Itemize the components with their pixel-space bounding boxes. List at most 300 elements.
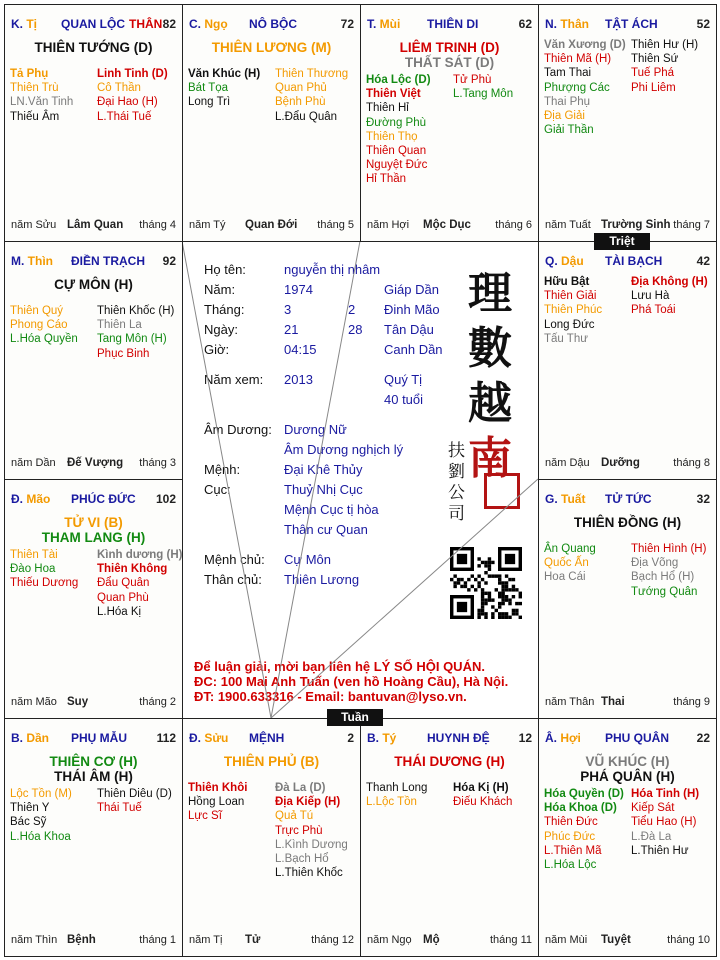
palace-name: ĐIỀN TRẠCH: [71, 254, 145, 268]
than-chu-value: Thiên Lương: [284, 572, 360, 587]
main-star: LIÊM TRINH (D): [399, 40, 500, 55]
palace-year: năm Tuất: [545, 219, 591, 231]
palace-year: năm Thìn: [11, 934, 58, 946]
palace-footer: [11, 457, 176, 471]
star: Giải Thần: [544, 124, 594, 137]
star: Thiên Sứ: [631, 53, 679, 66]
star: L.Hóa Quyền: [10, 333, 78, 346]
palace-number: 22: [696, 731, 710, 745]
position-prefix: N.: [545, 17, 561, 31]
star: LN.Văn Tinh: [10, 96, 74, 109]
star: Văn Khúc (H): [188, 68, 261, 80]
palace-stage: Đế Vượng: [67, 457, 124, 469]
star: Địa Võng: [631, 557, 679, 570]
palace-year: năm Mùi: [545, 934, 588, 946]
stars-right: [97, 787, 172, 815]
star: Phong Cáo: [10, 319, 68, 332]
stars-left: [10, 67, 73, 124]
star: Bạch Hổ (H): [631, 571, 695, 584]
star: Thiên Diêu (D): [97, 788, 172, 800]
star: Kiếp Sát: [631, 802, 675, 815]
star: Hồng Loan: [188, 796, 245, 809]
palace-footer: [11, 219, 176, 233]
palace-branch: Thìn: [27, 254, 53, 268]
palace-header: [367, 731, 532, 747]
palace-position: [189, 731, 228, 745]
palace-header: [11, 731, 176, 747]
star: Quả Tú: [275, 810, 314, 823]
palace-number: 12: [518, 731, 532, 745]
palace-footer: [545, 219, 710, 233]
palace-stage: Suy: [67, 696, 89, 708]
star: Quốc Ấn: [544, 557, 589, 570]
main-star: THÁI DƯƠNG (H): [394, 754, 505, 769]
palace-branch: Hợi: [560, 731, 581, 745]
star: Địa Không (H): [631, 276, 708, 288]
am-duong-note: Âm Dương nghịch lý: [284, 442, 404, 457]
palace-hoi[interactable]: [538, 718, 717, 957]
star: L.Bạch Hổ: [275, 853, 329, 866]
palace-header: [189, 17, 354, 33]
line-0: [182, 241, 271, 718]
palace-month: tháng 11: [489, 934, 532, 946]
star: Thiên Quan: [366, 145, 427, 158]
star: Hỉ Thần: [366, 173, 407, 186]
palace-footer: [545, 696, 710, 710]
palace-year: năm Dậu: [545, 457, 590, 469]
stars-left: [544, 787, 624, 872]
star: Lộc Tồn (M): [10, 788, 72, 800]
info-value: 04:15: [284, 342, 317, 357]
cuc-label: Cục:: [204, 482, 231, 497]
star: Long Trì: [188, 96, 231, 109]
palace-header: [545, 254, 710, 270]
stars-right: [97, 304, 174, 361]
star: Thanh Long: [366, 782, 428, 794]
star: Thai Phụ: [544, 95, 591, 108]
palace-position: [11, 254, 53, 268]
stars-left: [544, 275, 602, 346]
palace-than[interactable]: [538, 4, 717, 242]
star: L.Tang Môn: [453, 88, 514, 101]
stars-left: [10, 548, 78, 591]
palace-month: tháng 5: [317, 219, 354, 231]
palace-year: năm Hợi: [367, 219, 410, 231]
star: Thiếu Âm: [10, 110, 60, 123]
palace-name: TÀI BẠCH: [605, 254, 663, 268]
star: Bác Sỹ: [10, 816, 47, 829]
palace-year: năm Ngọ: [367, 934, 412, 946]
palace-branch: Dần: [26, 731, 50, 745]
palace-position: [11, 492, 50, 506]
info-can-chi: Canh Dần: [384, 342, 443, 357]
star: Tử Phù: [453, 74, 492, 86]
palace-number: 2: [347, 731, 354, 745]
palace-month: tháng 1: [139, 934, 176, 946]
palace-stage: Dưỡng: [601, 457, 640, 469]
star: Thiên Khốc (H): [97, 305, 175, 317]
logo-small-char: 劉: [448, 462, 465, 482]
star: Thiếu Dương: [10, 577, 79, 590]
palace-name: QUAN LỘC: [61, 17, 125, 31]
palace-position: [545, 492, 585, 506]
palace-branch: Thân: [560, 17, 590, 31]
tuoi-value: 40 tuổi: [384, 392, 424, 407]
contact-line: Để luận giải, mời bạn liên hệ LÝ SỐ HỘI QUÁN.: [194, 659, 485, 674]
palace-suu[interactable]: [182, 718, 361, 957]
menh-chu-value: Cự Môn: [284, 552, 331, 567]
star: Thiên Hư (H): [631, 39, 699, 51]
star: Hóa Khoa (D): [544, 802, 617, 815]
main-star: THẤT SÁT (D): [404, 55, 495, 70]
position-prefix: Q.: [545, 254, 562, 268]
palace-year: năm Sửu: [11, 219, 57, 231]
info-can-chi: Giáp Dần: [384, 282, 439, 297]
main-star: THIÊN ĐỒNG (H): [573, 515, 682, 530]
star: Quan Phù: [97, 591, 149, 604]
main-star: PHÁ QUÂN (H): [580, 769, 675, 784]
palace-branch: Ngọ: [204, 17, 228, 31]
star: Thiên Hỉ: [366, 102, 409, 115]
star: Tuế Phá: [631, 67, 675, 80]
palace-position: [367, 17, 400, 31]
main-star: THIÊN TƯỚNG (D): [34, 40, 153, 55]
main-star: TỬ VI (B): [64, 515, 123, 530]
stars-left: [10, 787, 72, 844]
main-star: THIÊN PHỦ (B): [223, 754, 320, 769]
star: Địa Giải: [544, 110, 585, 123]
palace-position: [545, 731, 581, 745]
palace-dau[interactable]: [538, 241, 717, 480]
star: L.Thiên Hư: [631, 844, 689, 857]
palace-position: [11, 731, 49, 745]
palace-number: 72: [340, 17, 354, 31]
star: Đà La (D): [275, 782, 326, 794]
star: Đào Hoa: [10, 563, 56, 576]
star: Phi Liêm: [631, 81, 676, 94]
info-can-chi: Đinh Mão: [384, 302, 440, 317]
than-cu: Thân cư Quan: [284, 522, 368, 537]
star: Nguyệt Đức: [366, 159, 428, 172]
stars-right: [631, 787, 699, 858]
info-can-chi: Tân Dậu: [384, 322, 434, 337]
palace-position: [545, 17, 589, 31]
star: Thiên La: [97, 319, 142, 332]
info-label: Họ tên:: [204, 262, 246, 277]
palace-number: 92: [162, 254, 176, 268]
palace-stage: Quan Đới: [245, 219, 298, 231]
stars-right: [275, 781, 348, 880]
cuc-value: Thuỷ Nhị Cục: [284, 482, 363, 497]
info-value-lunar: 2: [348, 302, 356, 317]
contact-line: ĐC: 100 Mai Anh Tuấn (ven hồ Hoàng Cầu), Hà Nội.: [194, 674, 509, 689]
star: Phá Toái: [631, 304, 676, 317]
logo-char: 越: [468, 378, 512, 429]
star: L.Hóa Khoa: [10, 830, 71, 843]
stars-left: [544, 542, 596, 585]
star: L.Thiên Mã: [544, 844, 602, 857]
palace-position: [189, 17, 228, 31]
position-prefix: Â.: [545, 731, 561, 745]
main-star: THÁI ÂM (H): [54, 769, 133, 784]
star: Bệnh Phù: [275, 96, 326, 109]
palace-stage: Tử: [245, 934, 261, 946]
palace-month: tháng 3: [139, 457, 176, 469]
info-value: nguyễn thị nhâm: [284, 262, 381, 277]
palace-footer: [367, 934, 532, 948]
logo-char: 南: [468, 433, 512, 484]
palace-mui[interactable]: [360, 4, 539, 242]
palace-month: tháng 4: [139, 219, 176, 231]
star: Đẩu Quân: [97, 577, 150, 590]
star: Phục Binh: [97, 347, 150, 360]
star: Đại Hao (H): [97, 96, 158, 109]
triet-marker: Triệt: [594, 233, 650, 250]
palace-month: tháng 6: [495, 219, 532, 231]
palace-name: MỆNH: [249, 731, 285, 745]
stars-left: [188, 781, 247, 824]
star: Tấu Thư: [544, 332, 588, 345]
palace-footer: [11, 696, 176, 710]
palace-branch: Sửu: [204, 731, 229, 745]
palace-tuat[interactable]: [538, 479, 717, 719]
than-chu-label: Thân chủ:: [204, 572, 262, 587]
stars-left: [544, 38, 626, 137]
palace-stage: Thai: [601, 696, 625, 708]
stars-right: [97, 67, 168, 124]
star: Hóa Quyền (D): [544, 788, 624, 800]
star: Trực Phù: [275, 824, 323, 837]
star: Lưu Hà: [631, 290, 670, 303]
palace-number: 42: [696, 254, 710, 268]
stars-right: [275, 67, 348, 124]
palace-stage: Lâm Quan: [67, 219, 124, 231]
palace-thin[interactable]: [4, 241, 183, 480]
info-value-lunar: 28: [348, 322, 363, 337]
palace-month: tháng 10: [667, 934, 710, 946]
line-1: [271, 241, 363, 718]
am-duong-value: Dương Nữ: [284, 422, 347, 437]
star: Thiên Trù: [10, 82, 59, 95]
main-star: CỰ MÔN (H): [54, 277, 133, 292]
star: Bát Tọa: [188, 82, 229, 95]
palace-name: PHÚC ĐỨC: [71, 492, 136, 506]
main-star: VŨ KHÚC (H): [585, 754, 670, 769]
palace-header: [545, 17, 710, 33]
palace-footer: [367, 219, 532, 233]
stars-right: [631, 542, 706, 599]
position-prefix: G.: [545, 492, 562, 506]
logo-small-char: 公: [448, 483, 465, 503]
palace-header: [189, 731, 354, 747]
palace-month: tháng 7: [673, 219, 710, 231]
palace-name: PHU QUÂN: [605, 731, 670, 745]
star: Thiên Phúc: [544, 304, 603, 317]
palace-branch: Mùi: [379, 17, 401, 31]
star: L.Thiên Khốc: [275, 867, 343, 880]
star: Long Đức: [544, 318, 595, 331]
palace-stage: Mộc Dục: [423, 219, 471, 231]
am-duong-label: Âm Dương:: [204, 422, 272, 437]
info-value: 3: [284, 302, 292, 317]
palace-year: năm Tý: [189, 219, 226, 231]
star: Thiên Mã (H): [544, 53, 612, 66]
palace-number: 32: [696, 492, 710, 506]
palace-header: [11, 17, 176, 33]
main-star: THAM LANG (H): [41, 530, 146, 545]
star: Hóa Kị (H): [453, 782, 509, 794]
palace-dan[interactable]: [4, 718, 183, 957]
palace-name: TẬT ÁCH: [605, 17, 658, 31]
star: Hữu Bật: [544, 276, 590, 288]
palace-name: TỬ TỨC: [605, 492, 652, 506]
palace-month: tháng 9: [673, 696, 710, 708]
palace-footer: [545, 457, 710, 471]
main-star: THIÊN LƯƠNG (M): [211, 40, 332, 55]
palace-footer: [189, 219, 354, 233]
tuan-marker: Tuần: [327, 709, 383, 726]
star: Thiên Không: [97, 563, 168, 576]
star: Thiên Khôi: [188, 782, 248, 794]
star: L.Hóa Lộc: [544, 859, 597, 872]
palace-ti[interactable]: [4, 4, 183, 242]
star: L.Lộc Tồn: [366, 796, 417, 809]
star: Văn Xương (D): [544, 39, 626, 51]
palace-number: 52: [696, 17, 710, 31]
info-label: Tháng:: [204, 302, 245, 317]
star: Địa Kiếp (H): [275, 796, 341, 809]
star: Hoa Cái: [544, 571, 586, 584]
star: Tả Phụ: [10, 68, 49, 80]
palace-mao[interactable]: [4, 479, 183, 719]
info-label: Năm:: [204, 282, 236, 297]
palace-stage: Trường Sinh: [601, 219, 671, 231]
star: Thiên Quý: [10, 305, 64, 317]
palace-year: năm Tị: [189, 934, 223, 946]
star: Lực Sĩ: [188, 810, 222, 823]
star: L.Đà La: [631, 830, 672, 843]
star: Cô Thần: [97, 82, 141, 95]
star: Ân Quang: [544, 543, 596, 555]
star: Phượng Các: [544, 81, 610, 94]
palace-number: 62: [518, 17, 532, 31]
palace-number: 82: [162, 17, 176, 31]
logo-char: 理: [468, 268, 512, 319]
star: Linh Tinh (D): [97, 68, 168, 80]
palace-footer: [189, 934, 354, 948]
menh-chu-label: Mệnh chủ:: [204, 552, 265, 567]
star: Thiên Hình (H): [631, 543, 707, 555]
star: Tang Môn (H): [97, 333, 167, 346]
palace-branch: Dậu: [561, 254, 584, 268]
star: L.Đẩu Quân: [275, 110, 338, 123]
palace-ngo[interactable]: [182, 4, 361, 242]
palace-position: [11, 17, 37, 31]
stars-right: [631, 275, 708, 318]
position-prefix: B.: [367, 731, 383, 745]
palace-extra-than: THÂN: [129, 17, 163, 31]
palace-year: năm Mão: [11, 696, 57, 708]
nam-xem-label: Năm xem:: [204, 372, 264, 387]
line-2: [271, 479, 538, 718]
palace-header: [545, 492, 710, 508]
stars-right: [631, 38, 698, 95]
logo-small-char: 扶: [448, 441, 465, 461]
stars-right: [453, 781, 512, 809]
star: Thiên Việt: [366, 88, 421, 101]
star: Hóa Tinh (H): [631, 788, 700, 800]
palace-stage: Mộ: [423, 934, 440, 946]
palace-number: 112: [156, 731, 176, 745]
palace-month: tháng 8: [673, 457, 710, 469]
stars-right: [97, 548, 182, 619]
position-prefix: M.: [11, 254, 28, 268]
star: Điếu Khách: [453, 796, 513, 809]
info-value: 1974: [284, 282, 313, 297]
palace-position: [545, 254, 584, 268]
menh-value: Đại Khê Thủy: [284, 462, 363, 477]
main-star: THIÊN CƠ (H): [49, 754, 138, 769]
star: Kình dương (H): [97, 549, 183, 561]
palace-name: HUYNH ĐỆ: [427, 731, 490, 745]
palace-footer: [545, 934, 710, 948]
palace-ty[interactable]: [360, 718, 539, 957]
palace-stage: Bệnh: [67, 934, 96, 946]
palace-name: PHỤ MẪU: [71, 731, 127, 745]
star: Tướng Quân: [631, 585, 698, 598]
position-prefix: Đ.: [11, 492, 27, 506]
palace-branch: Tý: [382, 731, 397, 745]
stars-left: [366, 781, 427, 809]
palace-footer: [11, 934, 176, 948]
palace-header: [11, 254, 176, 270]
stars-right: [453, 73, 513, 101]
palace-name: NÔ BỘC: [249, 17, 297, 31]
palace-header: [367, 17, 532, 33]
position-prefix: C.: [189, 17, 205, 31]
menh-label: Mệnh:: [204, 462, 241, 477]
stars-left: [366, 73, 431, 187]
palace-number: 102: [155, 492, 176, 506]
star: L.Kình Dương: [275, 838, 348, 851]
star: Thiên Đức: [544, 816, 598, 829]
info-value: 21: [284, 322, 299, 337]
position-prefix: B.: [11, 731, 27, 745]
star: Thiên Thương: [275, 68, 349, 80]
star: Hóa Lộc (D): [366, 74, 431, 86]
palace-branch: Tị: [26, 17, 38, 31]
logo-small-char: 司: [448, 504, 465, 524]
palace-branch: Tuất: [561, 492, 586, 506]
palace-year: năm Dần: [11, 457, 56, 469]
star: Phúc Đức: [544, 830, 596, 843]
palace-header: [545, 731, 710, 747]
star: Thái Tuế: [97, 802, 142, 815]
info-label: Ngày:: [204, 322, 238, 337]
star: Tam Thai: [544, 67, 592, 80]
star: Quan Phủ: [275, 82, 327, 95]
star: Thiên Tài: [10, 549, 58, 561]
palace-month: tháng 2: [139, 696, 176, 708]
palace-stage: Tuyệt: [601, 934, 631, 946]
logo-char: 數: [468, 323, 512, 374]
cuc-relation: Mệnh Cục tị hòa: [284, 502, 379, 517]
palace-month: tháng 12: [311, 934, 354, 946]
position-prefix: T.: [367, 17, 380, 31]
stars-left: [10, 304, 78, 347]
palace-header: [11, 492, 176, 508]
palace-year: năm Thân: [545, 696, 595, 708]
